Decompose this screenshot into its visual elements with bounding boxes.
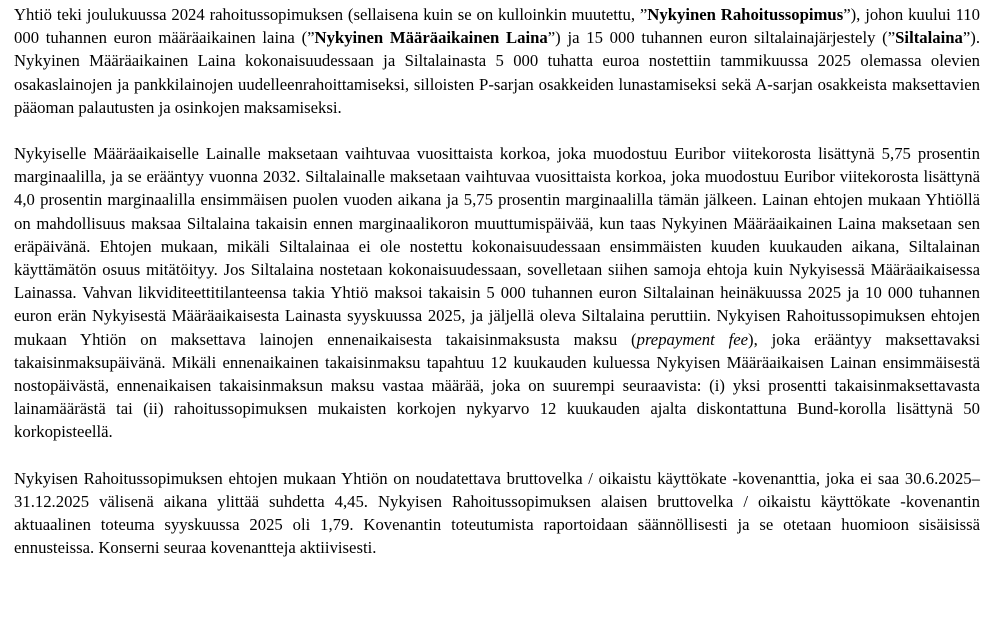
defined-term-current-financing-agreement: Nykyinen Rahoitussopimus bbox=[647, 5, 844, 24]
text-segment: Nykyiselle Määräaikaiselle Lainalle maksetaan vaihtuvaa vuosittaista korkoa, joka muodostuu Euribor viitekorosta lisättynä 5,75 prosentin marginaalilla, ja se erääntyy vuonna 2032. Siltalainalle maksetaan vaihtuvaa vuosittaista korkoa, joka muodostuu Euribor viitekorosta lisättynä 4,0 prosentin marginaalilla ensimmäisen puolen vuoden aikana ja 5,75 prosentin marginaalilla tämän jälkeen. Lainan ehtojen mukaan Yhtiöllä on mahdollisuus maksaa Siltalaina takaisin ennen marginaalikoron muuttumispäivää, kun taas Nykyinen Määräaikainen Laina maksetaan sen eräpäivänä. Ehtojen mukaan, mikäli Siltalainaa ei ole nostettu kokonaisuudessaan ensimmäisten kuuden kuukauden aikana, Siltalainan käyttämätön osuus mitätöityy. Jos Siltalaina nostetaan kokonaisuudessaan, sovelletaan siihen samoja ehtoja kuin Nykyisessä Määräaikaisessa Lainassa. Vahvan likviditeettitilanteensa takia Yhtiö maksoi takaisin 5 000 tuhannen euron Siltalainan heinäkuussa 2025 ja 10 000 tuhannen euron erän Nykyisestä Määräaikaisesta Lainasta syyskuussa 2025, ja jäljellä oleva Siltalaina peruttiin. Nykyisen Rahoitussopimuksen ehtojen mukaan Yhtiön on maksettava lainojen ennenaikaisesta takaisinmaksusta maksu ( bbox=[14, 144, 980, 349]
text-segment: ”). Nykyinen Määräaikainen Laina kokonaisuudessaan ja Siltalainasta 5 000 tuhatta euroa nostettiin tammikuussa 2025 olemassa olevien osakaslainojen ja pankkilainojen uudelleenrahoittamiseksi, silloisten P-sarjan osakkeiden lunastamiseksi sekä A-sarjan osakkeista maksettavien pääoman palautusten ja osinkojen maksamiseksi. bbox=[14, 28, 980, 117]
text-segment: Nykyisen Rahoitussopimuksen ehtojen mukaan Yhtiön on noudatettava bruttovelka / oikaistu käyttökate -kovenanttia, joka ei saa 30.6.2025–31.12.2025 välisenä aikana ylittää suhdetta 4,45. Nykyisen Rahoitussopimuksen alaisen bruttovelka / oikaistu käyttökate -kovenantin aktuaalinen toteuma syyskuussa 2025 oli 1,79. Kovenantin toteutumista raportoidaan säännöllisesti ja se otetaan huomioon sisäisissä ennusteissa. Konserni seuraa kovenantteja aktiivisesti. bbox=[14, 468, 980, 558]
defined-term-bridge-loan: Siltalaina bbox=[895, 28, 963, 48]
term-prepayment-fee: prepayment fee bbox=[636, 329, 749, 349]
text-segment: Yhtiö teki joulukuussa 2024 rahoitussopimuksen (sellaisena kuin se on kulloinkin muutettu, ” bbox=[14, 5, 648, 24]
defined-term-current-term-loan: Nykyinen Määräaikainen Laina bbox=[314, 28, 548, 48]
text-segment: ), joka erääntyy maksettavaksi takaisinmaksupäivänä. Mikäli ennenaikainen takaisinmaksu tapahtuu 12 kuukauden kuluessa Nykyisen Määräaikaisen Lainan ensimmäisestä nostopäivästä, ennenaikaisen takaisinmaksun maksu vastaa määrää, joka on suurempi seuraavista: (i) yksi prosentti takaisinmaksettavasta lainamäärästä tai (ii) rahoitussopimuksen mukaisten korkojen nykyarvo 12 kuukauden ajalta diskontattuna Bund-korolla lisättynä 50 korkopisteellä. bbox=[14, 329, 980, 442]
paragraph-covenant bbox=[14, 467, 980, 560]
paragraph-financing-agreement bbox=[14, 3, 980, 119]
paragraph-interest-and-repayment bbox=[14, 142, 980, 444]
text-segment: ”) ja 15 000 tuhannen euron siltalainajärjestely (” bbox=[547, 28, 896, 48]
text-segment: ”), johon kuului 110 000 tuhannen euron määräaikainen laina (” bbox=[14, 5, 980, 48]
